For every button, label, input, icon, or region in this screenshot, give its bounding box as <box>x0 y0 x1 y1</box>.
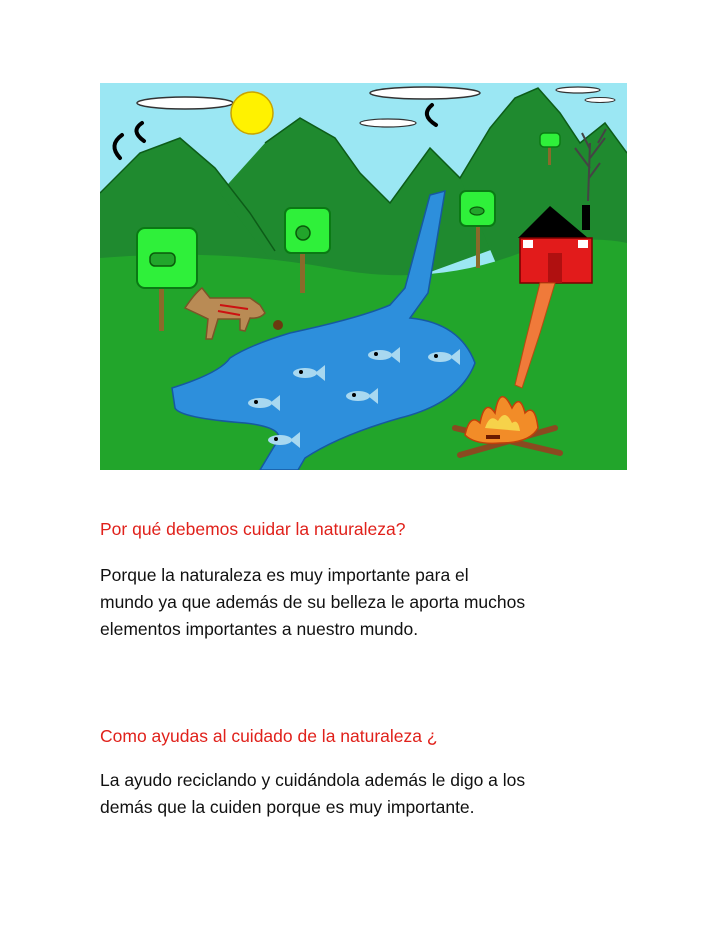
nature-landscape-illustration <box>100 83 627 470</box>
answer-1-line: elementos importantes a nuestro mundo. <box>100 619 419 639</box>
answer-2-line: La ayudo reciclando y cuidándola además le digo a los <box>100 770 526 790</box>
answer-paragraph-2 <box>100 767 640 821</box>
cloud <box>360 119 416 127</box>
sun-icon <box>231 92 273 134</box>
cloud <box>585 98 615 103</box>
cloud <box>556 87 600 93</box>
landscape-drawing <box>100 83 627 470</box>
answer-1-line: Porque la naturaleza es muy importante para el <box>100 565 469 585</box>
answer-paragraph-1 <box>100 562 640 643</box>
question-heading-1: Por qué debemos cuidar la naturaleza? <box>100 519 406 539</box>
answer-2-line: demás que la cuiden porque es muy importante. <box>100 797 475 817</box>
cloud <box>370 87 480 99</box>
question-heading-2: Como ayudas al cuidado de la naturaleza ¿ <box>100 726 438 746</box>
cloud <box>137 97 233 109</box>
answer-1-line: mundo ya que además de su belleza le aporta muchos <box>100 592 526 612</box>
